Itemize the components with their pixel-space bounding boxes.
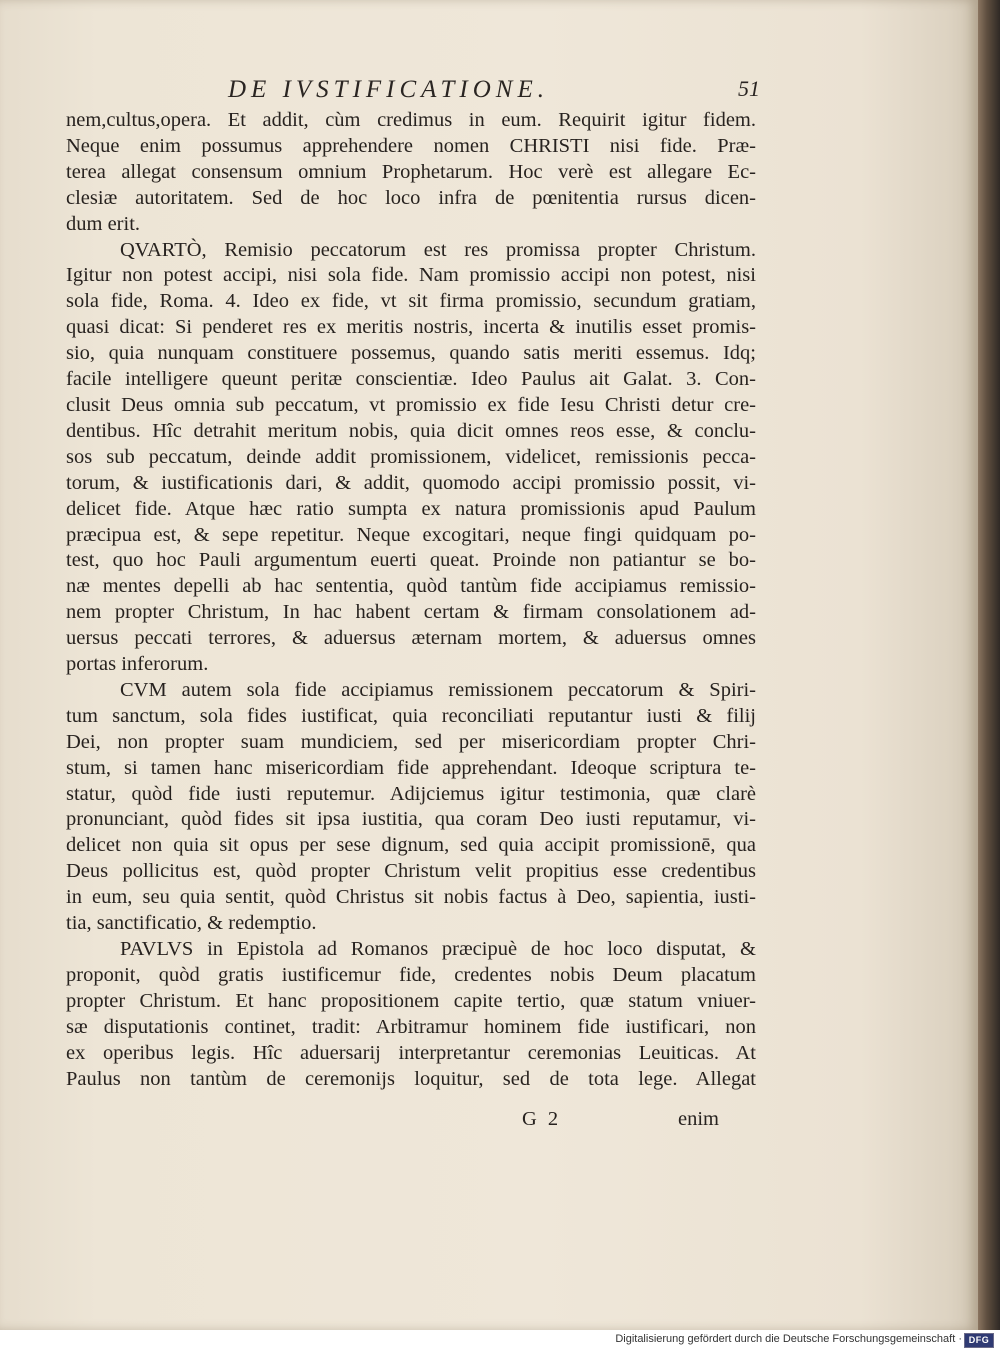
text-line: Dei, non propter suam mundiciem, sed per misericordiam propter Chri-	[66, 730, 756, 753]
text-line: delicet fide. Atque hæc ratio sumpta ex natura promissionis apud Paulum	[66, 497, 756, 520]
signature-mark: G 2	[522, 1108, 562, 1130]
text-line: dum erit.	[66, 212, 141, 235]
text-line: clesiæ autoritatem. Sed de hoc loco infra de pœnitentia rursus dicen-	[66, 186, 756, 209]
running-head: DE IVSTIFICATIONE.	[228, 76, 549, 103]
text-line: Igitur non potest accipi, nisi sola fide. Nam promissio accipi non potest, nisi	[66, 264, 756, 287]
text-line: CVM autem sola fide accipiamus remissionem peccatorum & Spiri-	[120, 678, 756, 701]
text-line: Neque enim possumus apprehendere nomen CHRISTI nisi fide. Præ-	[66, 134, 756, 157]
catchword: enim	[678, 1108, 719, 1130]
dfg-logo-icon: DFG	[964, 1333, 994, 1348]
text-line: sos sub peccatum, deinde addit promissionem, videlicet, remissionis pecca-	[66, 445, 756, 468]
text-line: clusit Deus omnia sub peccatum, vt promissio ex fide Iesu Christi detur cre-	[66, 393, 756, 416]
text-line: Paulus non tantùm de ceremonijs loquitur, sed de tota lege. Allegat	[66, 1067, 756, 1090]
text-line: PAVLVS in Epistola ad Romanos præcipuè de hoc loco disputat, &	[120, 938, 756, 960]
text-line: portas inferorum.	[66, 653, 209, 676]
text-line: test, quo hoc Pauli argumentum euerti queat. Proinde non patiantur se bo-	[66, 549, 756, 572]
text-line: proponit, quòd gratis iustificemur fide, credentes nobis Deum placatum	[66, 963, 756, 986]
text-line: Deus pollicitus est, quòd propter Christum velit propitius esse credentibus	[66, 860, 756, 883]
text-line: nem propter Christum, In hac habent certam & firmam consolationem ad-	[66, 601, 756, 624]
text-line: tum sanctum, sola fides iustificat, quia reconciliati reputantur iusti & filij	[66, 704, 756, 727]
text-line: tia, sanctificatio, & redemptio.	[66, 912, 317, 935]
text-line: terea allegat consensum omnium Prophetarum. Hoc verè est allegare Ec-	[66, 160, 756, 183]
text-line: sola fide, Roma. 4. Ideo ex fide, vt sit firma promissio, secundum gratiam,	[66, 290, 756, 313]
text-line: facile intelligere queunt peritæ conscientiæ. Ideo Paulus ait Galat. 3. Con-	[66, 368, 756, 391]
page-number: 51	[738, 76, 760, 101]
text-line: quasi dicat: Si penderet res ex meritis nostris, incerta & inutilis esset promis-	[66, 316, 756, 339]
text-line: sio, quia nunquam constituere possemus, quando satis meriti essemus. Idq;	[66, 342, 756, 365]
text-line: næ mentes depelli ab hac sententia, quòd tantùm fide accipiamus remissio-	[66, 575, 756, 598]
body-text	[66, 108, 756, 1092]
text-line: in eum, seu quia sentit, quòd Christus sit nobis factus à Deo, sapientia, iusti-	[66, 886, 756, 909]
text-line: QVARTÒ, Remisio peccatorum est res promissa propter Christum.	[120, 238, 756, 261]
text-line: statur, quòd fide iusti reputemur. Adijciemus igitur testimonia, quæ clarè	[66, 782, 756, 805]
text-line: delicet non quia sit opus per sese dignum, sed quia accipit promissionē, qua	[66, 834, 756, 857]
text-line: dentibus. Hîc detrahit meritum nobis, quia dicit omnes reos esse, & conclu-	[66, 419, 756, 442]
footer-credit: Digitalisierung gefördert durch die Deutsche Forschungsgemeinschaft ·	[615, 1333, 962, 1345]
signature-line	[66, 1108, 756, 1138]
text-line: nem,cultus,opera. Et addit, cùm credimus in eum. Requirit igitur fidem.	[66, 109, 756, 131]
text-line: uersus peccati terrores, & aduersus æternam mortem, & aduersus omnes	[66, 627, 756, 650]
page-edge-shadow	[978, 0, 1000, 1330]
text-line: præcipua est, & sepe repetitur. Neque excogitari, neque fingi quidquam po-	[66, 523, 756, 546]
text-line: torum, & iustificationis dari, & addit, quomodo accipi promissio possit, vi-	[66, 471, 756, 494]
text-line: pronunciant, quòd fides sit ipsa iustitia, qua coram Deo iusti reputamur, vi-	[66, 808, 756, 831]
text-line: propter Christum. Et hanc propositionem capite tertio, quæ statum vniuer-	[66, 989, 756, 1012]
footer-bar	[0, 1330, 1000, 1350]
text-line: stum, si tamen hanc misericordiam fide apprehendant. Ideoque scriptura te-	[66, 756, 756, 779]
text-line: sæ disputationis continet, tradit: Arbitramur hominem fide iustificari, non	[66, 1015, 756, 1038]
text-line: ex operibus legis. Hîc aduersarij interpretantur ceremonias Leuiticas. At	[66, 1041, 756, 1064]
